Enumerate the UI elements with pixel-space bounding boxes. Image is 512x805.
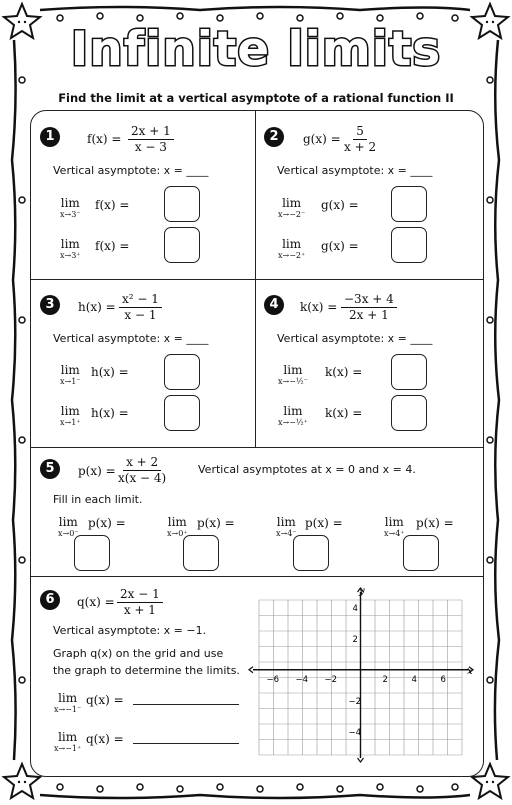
limit-expression: f(x) = (95, 198, 130, 212)
answer-box[interactable] (391, 354, 427, 390)
limit-notation: lim x→−1⁻ (54, 691, 82, 714)
answer-box[interactable] (164, 354, 200, 390)
denominator: x + 2 (344, 140, 377, 154)
numerator: −3x + 4 (341, 292, 397, 308)
divider (255, 111, 256, 279)
limit-notation: lim x→0⁻ (58, 515, 79, 538)
answer-box[interactable] (391, 395, 427, 431)
numerator: x² − 1 (119, 292, 162, 308)
y-tick-label: −4 (348, 727, 362, 738)
y-tick-label: 2 (352, 634, 358, 645)
asymptote-prompt: Vertical asymptote: x = ____ (277, 332, 433, 345)
function-name: h(x) = (78, 300, 116, 314)
limit-expression: p(x) = (197, 516, 235, 530)
problem-number: 2 (264, 127, 284, 147)
fill-instruction: Fill in each limit. (53, 493, 143, 506)
x-tick-label: 6 (440, 674, 446, 685)
x-tick-label: 2 (382, 674, 388, 685)
limit-notation: lim x→1⁻ (60, 363, 81, 386)
problem-number: 3 (40, 295, 60, 315)
numerator: 2x − 1 (117, 587, 163, 603)
function-fraction (341, 292, 397, 323)
asymptote-prompt: Vertical asymptote: x = ____ (53, 164, 209, 177)
worksheet-title: Infinite limits (70, 22, 442, 77)
function-fraction (117, 587, 163, 618)
limit-expression: p(x) = (88, 516, 126, 530)
answer-line[interactable] (133, 704, 239, 705)
answer-box[interactable] (293, 535, 329, 571)
answer-box[interactable] (74, 535, 110, 571)
answer-box[interactable] (183, 535, 219, 571)
y-tick-label: 4 (352, 603, 358, 614)
numerator: 5 (353, 124, 367, 140)
limit-notation: lim x→1⁺ (60, 404, 81, 427)
limit-expression: f(x) = (95, 239, 130, 253)
problem-number: 1 (40, 127, 60, 147)
denominator: 2x + 1 (349, 308, 389, 322)
asymptote-note: Vertical asymptotes at x = 0 and x = 4. (198, 463, 416, 476)
divider (30, 279, 484, 280)
graph-instruction: the graph to determine the limits. (53, 664, 240, 677)
divider (255, 280, 256, 447)
limit-expression: g(x) = (321, 239, 359, 253)
function-name: f(x) = (87, 132, 122, 146)
limit-expression: g(x) = (321, 198, 359, 212)
limit-expression: q(x) = (86, 732, 124, 746)
limit-expression: k(x) = (325, 365, 363, 379)
asymptote-prompt: Vertical asymptote: x = ____ (277, 164, 433, 177)
function-name: k(x) = (300, 300, 338, 314)
limit-expression: k(x) = (325, 406, 363, 420)
divider (30, 576, 484, 577)
x-tick-label: 4 (411, 674, 417, 685)
limit-notation: lim x→3⁺ (60, 237, 81, 260)
function-name: g(x) = (303, 132, 341, 146)
limit-notation: lim x→−2⁺ (278, 237, 306, 260)
limit-notation: lim x→3⁻ (60, 196, 81, 219)
answer-line[interactable] (133, 743, 239, 744)
answer-box[interactable] (164, 227, 200, 263)
numerator: 2x + 1 (128, 124, 174, 140)
x-axis-label: x (467, 666, 473, 677)
denominator: x − 1 (124, 308, 157, 322)
answer-box[interactable] (391, 186, 427, 222)
limit-notation: lim x→−½⁻ (278, 363, 308, 386)
denominator: x − 3 (134, 140, 167, 154)
limit-notation: lim x→4⁺ (384, 515, 405, 538)
function-fraction (119, 292, 162, 323)
denominator: x(x − 4) (118, 471, 167, 485)
asymptote-note: Vertical asymptote: x = −1. (53, 624, 207, 637)
denominator: x + 1 (123, 603, 156, 617)
limit-expression: p(x) = (416, 516, 454, 530)
function-fraction (128, 124, 174, 155)
limit-notation: lim x→−1⁺ (54, 730, 82, 753)
x-tick-label: −2 (324, 674, 338, 685)
limit-expression: h(x) = (91, 406, 129, 420)
y-axis-label: y (359, 586, 365, 597)
graph-instruction: Graph q(x) on the grid and use (53, 647, 224, 660)
limit-notation: lim x→−2⁻ (278, 196, 306, 219)
answer-box[interactable] (164, 186, 200, 222)
limit-expression: q(x) = (86, 693, 124, 707)
answer-box[interactable] (403, 535, 439, 571)
answer-box[interactable] (391, 227, 427, 263)
answer-box[interactable] (164, 395, 200, 431)
problem-number: 4 (264, 295, 284, 315)
limit-expression: h(x) = (91, 365, 129, 379)
function-name: p(x) = (78, 464, 116, 478)
asymptote-prompt: Vertical asymptote: x = ____ (53, 332, 209, 345)
numerator: x + 2 (123, 455, 161, 471)
function-fraction (344, 124, 376, 155)
function-fraction (118, 455, 166, 486)
limit-notation: lim x→−½⁺ (278, 404, 308, 427)
function-name: q(x) = (77, 595, 115, 609)
x-tick-label: −6 (266, 674, 280, 685)
limit-expression: p(x) = (305, 516, 343, 530)
problem-number: 6 (40, 590, 60, 610)
divider (30, 447, 484, 448)
limit-notation: lim x→4⁻ (276, 515, 297, 538)
coordinate-grid[interactable] (257, 586, 475, 756)
worksheet-subtitle: Find the limit at a vertical asymptote of a rational function II (58, 91, 454, 105)
limit-notation: lim x→0⁺ (167, 515, 188, 538)
x-tick-label: −4 (295, 674, 309, 685)
y-tick-label: −2 (348, 696, 362, 707)
problem-number: 5 (40, 459, 60, 479)
